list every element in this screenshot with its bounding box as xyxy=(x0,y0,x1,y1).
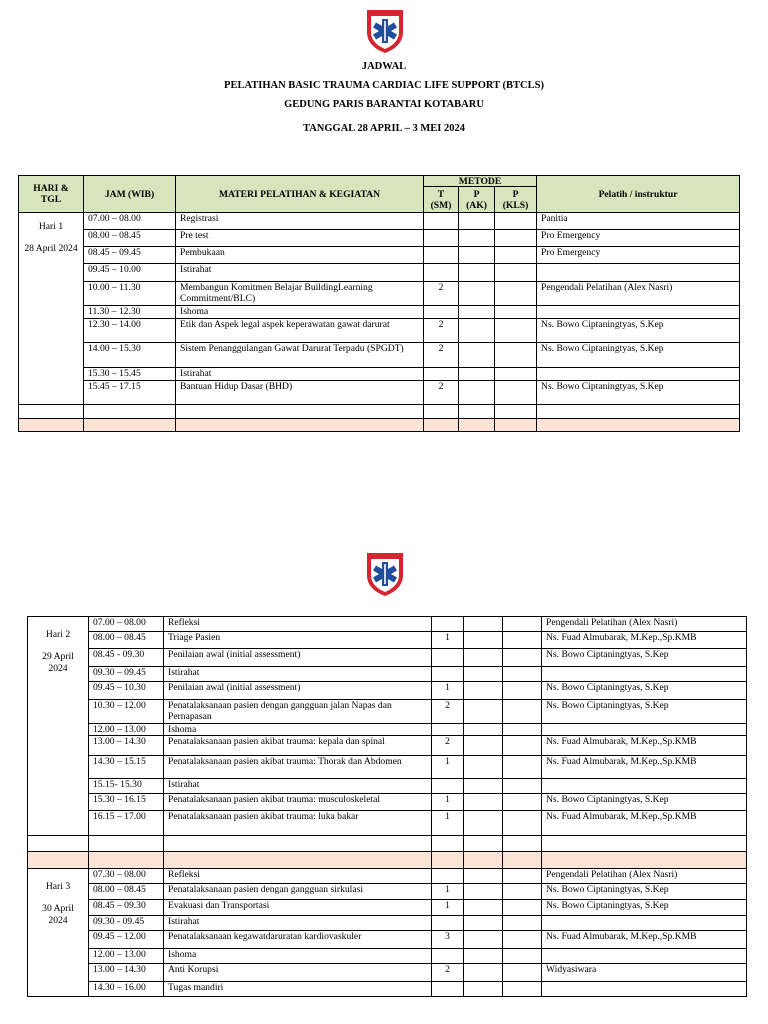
material-cell: Bantuan Hidup Dasar (BHD) xyxy=(176,381,424,405)
trainer-cell: Pengendali Pelatihan (Alex Nasri) xyxy=(542,617,747,632)
method-t-cell xyxy=(424,213,459,230)
header-method-t: T (SM) xyxy=(424,187,459,213)
trainer-cell xyxy=(542,667,747,682)
table-row xyxy=(28,700,747,724)
method-t-cell xyxy=(432,724,464,736)
method-t-cell xyxy=(432,869,464,884)
method-p-kls-cell xyxy=(503,869,542,884)
day-date: 30 April 2024 xyxy=(42,903,74,926)
material-cell: Penilaian awal (initial assessment) xyxy=(164,649,432,667)
method-p-ak-cell xyxy=(459,319,495,343)
blank-cell xyxy=(459,419,495,432)
trainer-cell: Ns. Bowo Ciptaningtyas, S.Kep xyxy=(542,884,747,900)
method-p-kls-cell xyxy=(495,343,537,368)
day2-3-rows xyxy=(28,617,747,997)
method-t-cell: 1 xyxy=(432,632,464,649)
material-cell: Istirahat xyxy=(176,368,424,381)
method-p-kls-cell xyxy=(503,794,542,811)
date-range-title: TANGGAL 28 APRIL – 3 MEI 2024 xyxy=(303,123,465,134)
time-cell: 16.15 – 17.00 xyxy=(89,811,164,836)
time-cell: 15.30 – 15.45 xyxy=(84,368,176,381)
header-time: JAM (WIB) xyxy=(84,176,176,213)
material-cell: Tugas mandiri xyxy=(164,982,432,997)
method-p-kls-cell xyxy=(503,884,542,900)
pro-emergency-logo-page2 xyxy=(363,549,407,597)
blank-cell xyxy=(432,836,464,852)
method-t-cell xyxy=(424,247,459,264)
time-cell: 15.30 – 16.15 xyxy=(89,794,164,811)
method-p-ak-cell xyxy=(464,736,503,756)
blank-cell xyxy=(542,852,747,869)
table-row xyxy=(28,982,747,997)
method-p-kls-cell xyxy=(503,931,542,949)
header-method: METODE xyxy=(424,176,537,187)
method-p-kls-cell xyxy=(503,900,542,916)
method-t-cell xyxy=(424,368,459,381)
method-p-kls-cell xyxy=(503,682,542,700)
method-p-ak-cell xyxy=(464,949,503,964)
header-method-p-ak: P (AK) xyxy=(459,187,495,213)
method-p-kls-cell xyxy=(503,724,542,736)
time-cell: 14.00 – 15.30 xyxy=(84,343,176,368)
time-cell: 08.00 – 08.45 xyxy=(84,230,176,247)
table-row xyxy=(28,667,747,682)
table-row xyxy=(28,649,747,667)
method-p-kls-cell xyxy=(503,649,542,667)
trainer-cell xyxy=(542,724,747,736)
table-row xyxy=(19,247,740,264)
method-p-kls-cell xyxy=(495,368,537,381)
method-p-kls-cell xyxy=(503,811,542,836)
table-row xyxy=(28,916,747,931)
method-p-kls-cell xyxy=(503,964,542,982)
method-p-ak-cell xyxy=(459,247,495,264)
material-cell: Penilaian awal (initial assessment) xyxy=(164,682,432,700)
trainer-cell xyxy=(542,779,747,794)
material-cell: Ishoma xyxy=(176,306,424,319)
time-cell: 12.00 – 13.00 xyxy=(89,724,164,736)
material-cell: Pembukaan xyxy=(176,247,424,264)
trainer-cell: Widyasiwara xyxy=(542,964,747,982)
method-p-ak-cell xyxy=(459,368,495,381)
material-cell: Penatalaksanaan pasien akibat trauma: Thorak dan Abdomen xyxy=(164,756,432,779)
method-p-kls-cell xyxy=(495,306,537,319)
blank-cell xyxy=(28,836,89,852)
method-t-cell xyxy=(424,264,459,282)
table-row xyxy=(28,617,747,632)
method-p-ak-cell xyxy=(464,794,503,811)
method-t-cell xyxy=(432,982,464,997)
header-material: MATERI PELATIHAN & KEGIATAN xyxy=(176,176,424,213)
time-cell: 07.00 – 08.00 xyxy=(89,617,164,632)
method-t-cell: 2 xyxy=(432,700,464,724)
table-row xyxy=(19,306,740,319)
day-label: Hari 3 xyxy=(45,881,71,892)
material-cell: Ishoma xyxy=(164,949,432,964)
trainer-cell: Ns. Fuad Almubarak, M.Kep.,Sp.KMB xyxy=(542,736,747,756)
time-cell: 09.30 – 09.45 xyxy=(89,667,164,682)
method-p-ak-cell xyxy=(459,264,495,282)
method-t-cell: 1 xyxy=(432,682,464,700)
trainer-cell: Ns. Bowo Ciptaningtyas, S.Kep xyxy=(542,794,747,811)
table-row xyxy=(19,282,740,306)
time-cell: 10.00 – 11.30 xyxy=(84,282,176,306)
trainer-cell xyxy=(537,306,740,319)
time-cell: 13.00 – 14.30 xyxy=(89,964,164,982)
method-p-ak-cell xyxy=(464,667,503,682)
method-p-ak-cell xyxy=(464,884,503,900)
method-t-cell xyxy=(432,779,464,794)
schedule-table-day1 xyxy=(18,175,740,432)
material-cell: Penatalaksanaan pasien akibat trauma: luka bakar xyxy=(164,811,432,836)
material-cell: Istirahat xyxy=(164,779,432,794)
blank-cell xyxy=(28,852,89,869)
trainer-cell xyxy=(537,368,740,381)
time-cell: 07.00 – 08.00 xyxy=(84,213,176,230)
method-p-kls-cell xyxy=(503,756,542,779)
method-p-kls-cell xyxy=(503,667,542,682)
material-cell: Membangun Komitmen Belajar BuildingLearning Commitment/BLC) xyxy=(176,282,424,306)
time-cell: 08.45 - 09.30 xyxy=(89,649,164,667)
trainer-cell: Ns. Bowo Ciptaningtyas, S.Kep xyxy=(537,319,740,343)
method-p-ak-cell xyxy=(459,282,495,306)
header-method-p-kls: P (KLS) xyxy=(495,187,537,213)
blank-cell xyxy=(89,836,164,852)
method-p-kls-cell xyxy=(495,264,537,282)
material-cell: Etik dan Aspek legal aspek keperawatan gawat darurat xyxy=(176,319,424,343)
table-row xyxy=(28,931,747,949)
blank-cell xyxy=(459,405,495,419)
table-row xyxy=(28,794,747,811)
time-cell: 11.30 – 12.30 xyxy=(84,306,176,319)
method-t-cell: 2 xyxy=(424,343,459,368)
method-p-ak-cell xyxy=(464,617,503,632)
day1-rows xyxy=(19,213,740,432)
day-cell xyxy=(19,213,84,405)
method-p-kls-cell xyxy=(495,381,537,405)
table-row xyxy=(19,264,740,282)
method-t-cell: 2 xyxy=(424,282,459,306)
header-trainer: Pelatih / instruktur xyxy=(537,176,740,213)
table-row xyxy=(28,964,747,982)
method-t-cell xyxy=(424,230,459,247)
method-p-ak-cell xyxy=(464,649,503,667)
method-t-cell xyxy=(432,949,464,964)
trainer-cell xyxy=(542,982,747,997)
day-cell xyxy=(28,869,89,997)
blank-row xyxy=(28,836,747,852)
material-cell: Ishoma xyxy=(164,724,432,736)
trainer-cell: Ns. Bowo Ciptaningtyas, S.Kep xyxy=(542,682,747,700)
material-cell: Istirahat xyxy=(176,264,424,282)
material-cell: Istirahat xyxy=(164,667,432,682)
blank-cell xyxy=(164,852,432,869)
table-row xyxy=(28,632,747,649)
method-p-ak-cell xyxy=(464,632,503,649)
method-t-cell: 2 xyxy=(424,319,459,343)
trainer-cell: Pengendali Pelatihan (Alex Nasri) xyxy=(537,282,740,306)
blank-cell xyxy=(176,419,424,432)
trainer-cell: Ns. Bowo Ciptaningtyas, S.Kep xyxy=(542,649,747,667)
method-p-ak-cell xyxy=(464,724,503,736)
blank-cell xyxy=(495,405,537,419)
trainer-cell: Ns. Fuad Almubarak, M.Kep.,Sp.KMB xyxy=(542,931,747,949)
material-cell: Sistem Penanggulangan Gawat Darurat Terpadu (SPGDT) xyxy=(176,343,424,368)
material-cell: Penatalaksanaan pasien akibat trauma: kepala dan spinal xyxy=(164,736,432,756)
trainer-cell: Ns. Fuad Almubarak, M.Kep.,Sp.KMB xyxy=(542,756,747,779)
material-cell: Evakuasi dan Transportasi xyxy=(164,900,432,916)
method-t-cell: 1 xyxy=(432,900,464,916)
blank-cell xyxy=(424,419,459,432)
time-cell: 12.30 – 14.00 xyxy=(84,319,176,343)
blank-cell xyxy=(464,836,503,852)
blank-cell xyxy=(164,836,432,852)
table-row xyxy=(28,884,747,900)
venue-title: GEDUNG PARIS BARANTAI KOTABARU xyxy=(284,99,484,110)
table-row xyxy=(28,682,747,700)
day-date: 28 April 2024 xyxy=(24,243,78,254)
material-cell: Istirahat xyxy=(164,916,432,931)
method-t-cell: 1 xyxy=(432,756,464,779)
method-p-kls-cell xyxy=(503,949,542,964)
table-row xyxy=(19,368,740,381)
day-date: 29 April 2024 xyxy=(42,651,74,674)
method-t-cell xyxy=(432,916,464,931)
material-cell: Pre test xyxy=(176,230,424,247)
blank-cell xyxy=(495,419,537,432)
method-p-ak-cell xyxy=(459,213,495,230)
table-row xyxy=(28,724,747,736)
time-cell: 08.45 – 09.45 xyxy=(84,247,176,264)
time-cell: 08.00 – 08.45 xyxy=(89,632,164,649)
program-title: PELATIHAN BASIC TRAUMA CARDIAC LIFE SUPPORT (BTCLS) xyxy=(224,80,544,91)
document-title: JADWAL xyxy=(361,61,407,72)
material-cell: Penatalaksanaan kegawatdaruratan kardiovaskuler xyxy=(164,931,432,949)
blank-cell xyxy=(19,419,84,432)
table-row xyxy=(19,230,740,247)
table-row xyxy=(28,756,747,779)
method-t-cell: 2 xyxy=(432,736,464,756)
schedule-table-day2-3 xyxy=(27,616,747,997)
table-row xyxy=(19,381,740,405)
method-p-kls-cell xyxy=(503,779,542,794)
method-p-kls-cell xyxy=(495,213,537,230)
time-cell: 09.45 – 10.00 xyxy=(84,264,176,282)
method-p-ak-cell xyxy=(464,964,503,982)
table-row xyxy=(19,213,740,230)
method-t-cell: 2 xyxy=(424,381,459,405)
method-p-kls-cell xyxy=(503,736,542,756)
material-cell: Triage Pasien xyxy=(164,632,432,649)
time-cell: 12.00 – 13.00 xyxy=(89,949,164,964)
blank-cell xyxy=(503,852,542,869)
trainer-cell: Pro Emergency xyxy=(537,230,740,247)
method-p-ak-cell xyxy=(464,900,503,916)
material-cell: Registrasi xyxy=(176,213,424,230)
time-cell: 07.30 – 08.00 xyxy=(89,869,164,884)
table-row xyxy=(28,811,747,836)
trainer-cell: Panitia xyxy=(537,213,740,230)
trainer-cell: Pro Emergency xyxy=(537,247,740,264)
method-p-kls-cell xyxy=(503,632,542,649)
material-cell: Refleksi xyxy=(164,617,432,632)
material-cell: Penatalaksanaan pasien dengan gangguan jalan Napas dan Pernapasan xyxy=(164,700,432,724)
blank-cell xyxy=(537,405,740,419)
time-cell: 09.30 - 09.45 xyxy=(89,916,164,931)
method-p-ak-cell xyxy=(464,756,503,779)
separator-row xyxy=(19,419,740,432)
method-p-ak-cell xyxy=(464,682,503,700)
method-p-ak-cell xyxy=(464,982,503,997)
method-t-cell xyxy=(432,667,464,682)
blank-cell xyxy=(424,405,459,419)
method-p-kls-cell xyxy=(495,230,537,247)
time-cell: 13.00 – 14.30 xyxy=(89,736,164,756)
trainer-cell: Ns. Fuad Almubarak, M.Kep.,Sp.KMB xyxy=(542,632,747,649)
method-p-kls-cell xyxy=(503,982,542,997)
method-t-cell xyxy=(424,306,459,319)
trainer-cell xyxy=(542,949,747,964)
method-p-ak-cell xyxy=(459,343,495,368)
trainer-cell xyxy=(537,264,740,282)
separator-row xyxy=(28,852,747,869)
table-row xyxy=(28,779,747,794)
trainer-cell: Ns. Bowo Ciptaningtyas, S.Kep xyxy=(542,900,747,916)
method-p-ak-cell xyxy=(464,916,503,931)
trainer-cell: Ns. Bowo Ciptaningtyas, S.Kep xyxy=(542,700,747,724)
method-t-cell: 1 xyxy=(432,811,464,836)
time-cell: 08.00 – 08.45 xyxy=(89,884,164,900)
method-t-cell xyxy=(432,617,464,632)
method-t-cell: 2 xyxy=(432,964,464,982)
method-p-kls-cell xyxy=(503,916,542,931)
time-cell: 15.45 – 17.15 xyxy=(84,381,176,405)
blank-cell xyxy=(542,836,747,852)
blank-cell xyxy=(432,852,464,869)
method-p-ak-cell xyxy=(464,700,503,724)
method-p-ak-cell xyxy=(464,811,503,836)
method-p-ak-cell xyxy=(464,931,503,949)
table-row xyxy=(28,736,747,756)
material-cell: Anti Korupsi xyxy=(164,964,432,982)
method-p-ak-cell xyxy=(464,779,503,794)
method-t-cell: 1 xyxy=(432,794,464,811)
method-p-ak-cell xyxy=(459,230,495,247)
table-row xyxy=(19,319,740,343)
table-row xyxy=(28,900,747,916)
method-p-kls-cell xyxy=(503,617,542,632)
blank-cell xyxy=(84,405,176,419)
material-cell: Penatalaksanaan pasien dengan gangguan sirkulasi xyxy=(164,884,432,900)
time-cell: 08.45 – 09.30 xyxy=(89,900,164,916)
trainer-cell xyxy=(542,916,747,931)
time-cell: 10.30 – 12.00 xyxy=(89,700,164,724)
method-p-kls-cell xyxy=(495,247,537,264)
method-p-ak-cell xyxy=(459,306,495,319)
blank-cell xyxy=(176,405,424,419)
time-cell: 14.30 – 15.15 xyxy=(89,756,164,779)
blank-cell xyxy=(537,419,740,432)
trainer-cell: Ns. Bowo Ciptaningtyas, S.Kep xyxy=(537,381,740,405)
method-p-kls-cell xyxy=(495,282,537,306)
trainer-cell: Ns. Fuad Almubarak, M.Kep.,Sp.KMB xyxy=(542,811,747,836)
method-t-cell: 1 xyxy=(432,884,464,900)
header-day-date: HARI & TGL xyxy=(19,176,84,213)
material-cell: Penatalaksanaan pasien akibat trauma: musculoskeletal xyxy=(164,794,432,811)
method-t-cell xyxy=(432,649,464,667)
time-cell: 15.15- 15.30 xyxy=(89,779,164,794)
method-p-ak-cell xyxy=(464,869,503,884)
time-cell: 14.30 – 16.00 xyxy=(89,982,164,997)
trainer-cell: Pengendali Pelatihan (Alex Nasri) xyxy=(542,869,747,884)
day-cell xyxy=(28,617,89,836)
day-label: Hari 2 xyxy=(45,629,71,640)
pro-emergency-logo xyxy=(363,6,407,54)
blank-cell xyxy=(19,405,84,419)
blank-cell xyxy=(503,836,542,852)
table-row xyxy=(28,949,747,964)
method-p-ak-cell xyxy=(459,381,495,405)
blank-cell xyxy=(464,852,503,869)
method-p-kls-cell xyxy=(495,319,537,343)
blank-row xyxy=(19,405,740,419)
method-p-kls-cell xyxy=(503,700,542,724)
material-cell: Refleksi xyxy=(164,869,432,884)
blank-cell xyxy=(89,852,164,869)
trainer-cell: Ns. Bowo Ciptaningtyas, S.Kep xyxy=(537,343,740,368)
table-row xyxy=(28,869,747,884)
method-t-cell: 3 xyxy=(432,931,464,949)
time-cell: 09.45 – 10.30 xyxy=(89,682,164,700)
day-label: Hari 1 xyxy=(38,221,64,232)
blank-cell xyxy=(84,419,176,432)
time-cell: 09.45 – 12.00 xyxy=(89,931,164,949)
table-row xyxy=(19,343,740,368)
